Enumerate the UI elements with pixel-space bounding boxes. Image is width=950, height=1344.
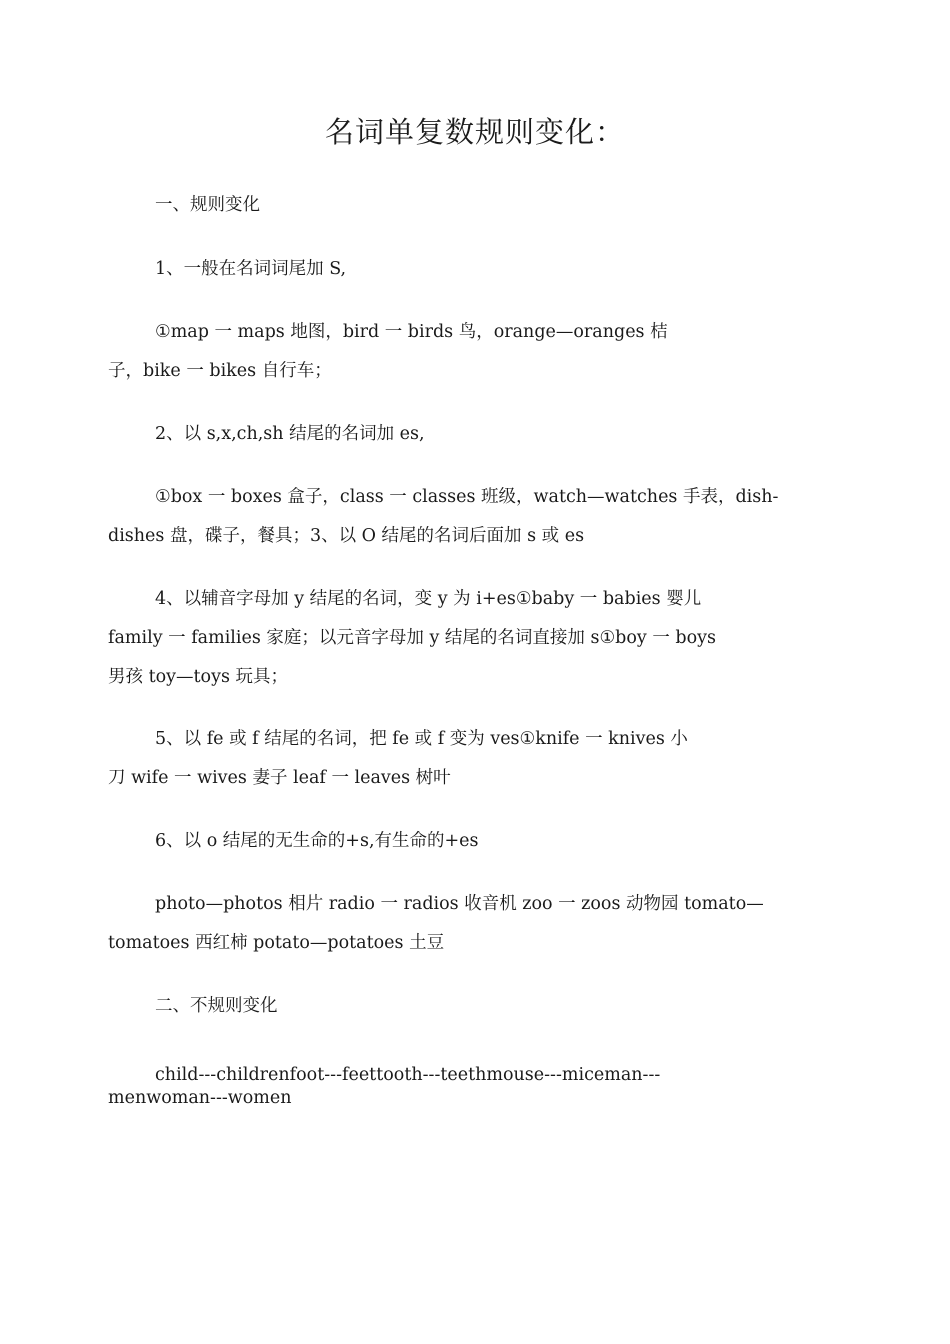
rule-2-examples bbox=[108, 478, 838, 556]
paragraph-line: family 一 families 家庭；以元音字母加 y 结尾的名词直接加 s①boy 一 boys bbox=[108, 628, 717, 648]
rule-5 bbox=[108, 720, 838, 798]
rule-1-examples bbox=[108, 313, 838, 391]
paragraph-line: ①box 一 boxes 盒子，class 一 classes 班级，watch—watches 手表，dish- bbox=[155, 487, 779, 507]
rule-6-examples bbox=[108, 885, 838, 963]
paragraph-line: 刀 wife 一 wives 妻子 leaf 一 leaves 树叶 bbox=[108, 768, 451, 788]
rule-1 bbox=[108, 250, 838, 289]
paragraph-line: 1、一般在名词词尾加 S, bbox=[155, 259, 347, 279]
paragraph-line: 子，bike 一 bikes 自行车； bbox=[108, 361, 332, 381]
paragraph-line: 二、不规则变化 bbox=[155, 996, 278, 1016]
paragraph-line: ①map 一 maps 地图，bird 一 birds 鸟，orange—oranges 桔 bbox=[155, 322, 668, 342]
paragraph-line: 6、以 o 结尾的无生命的+s,有生命的+es bbox=[155, 831, 479, 851]
paragraph-line: menwoman---women bbox=[108, 1088, 292, 1108]
paragraph-line: 一、规则变化 bbox=[155, 195, 260, 215]
paragraph-line: tomatoes 西红柿 potato—potatoes 土豆 bbox=[108, 933, 445, 953]
paragraph-line: child---childrenfoot---feettooth---teethmouse---miceman--- bbox=[155, 1065, 661, 1085]
paragraph-line: 4、以辅音字母加 y 结尾的名词，变 y 为 i+es①baby 一 babies 婴儿 bbox=[155, 589, 702, 609]
paragraph-line: 2、以 s,x,ch,sh 结尾的名词加 es, bbox=[155, 424, 425, 444]
page-title: 名词单复数规则变化： bbox=[324, 115, 625, 149]
rule-2 bbox=[108, 415, 838, 454]
section-heading-irregular bbox=[108, 987, 838, 1026]
irregular-examples bbox=[108, 1064, 838, 1110]
paragraph-line: 男孩 toy—toys 玩具； bbox=[108, 667, 289, 687]
rule-4 bbox=[108, 580, 838, 697]
section-heading-regular bbox=[108, 186, 838, 225]
paragraph-line: 5、以 fe 或 f 结尾的名词，把 fe 或 f 变为 ves①knife 一 knives 小 bbox=[155, 729, 688, 749]
rule-6 bbox=[108, 822, 838, 861]
paragraph-line: dishes 盘，碟子，餐具；3、以 O 结尾的名词后面加 s 或 es bbox=[108, 526, 585, 546]
paragraph-line: photo—photos 相片 radio 一 radios 收音机 zoo 一 zoos 动物园 tomato— bbox=[155, 894, 764, 914]
